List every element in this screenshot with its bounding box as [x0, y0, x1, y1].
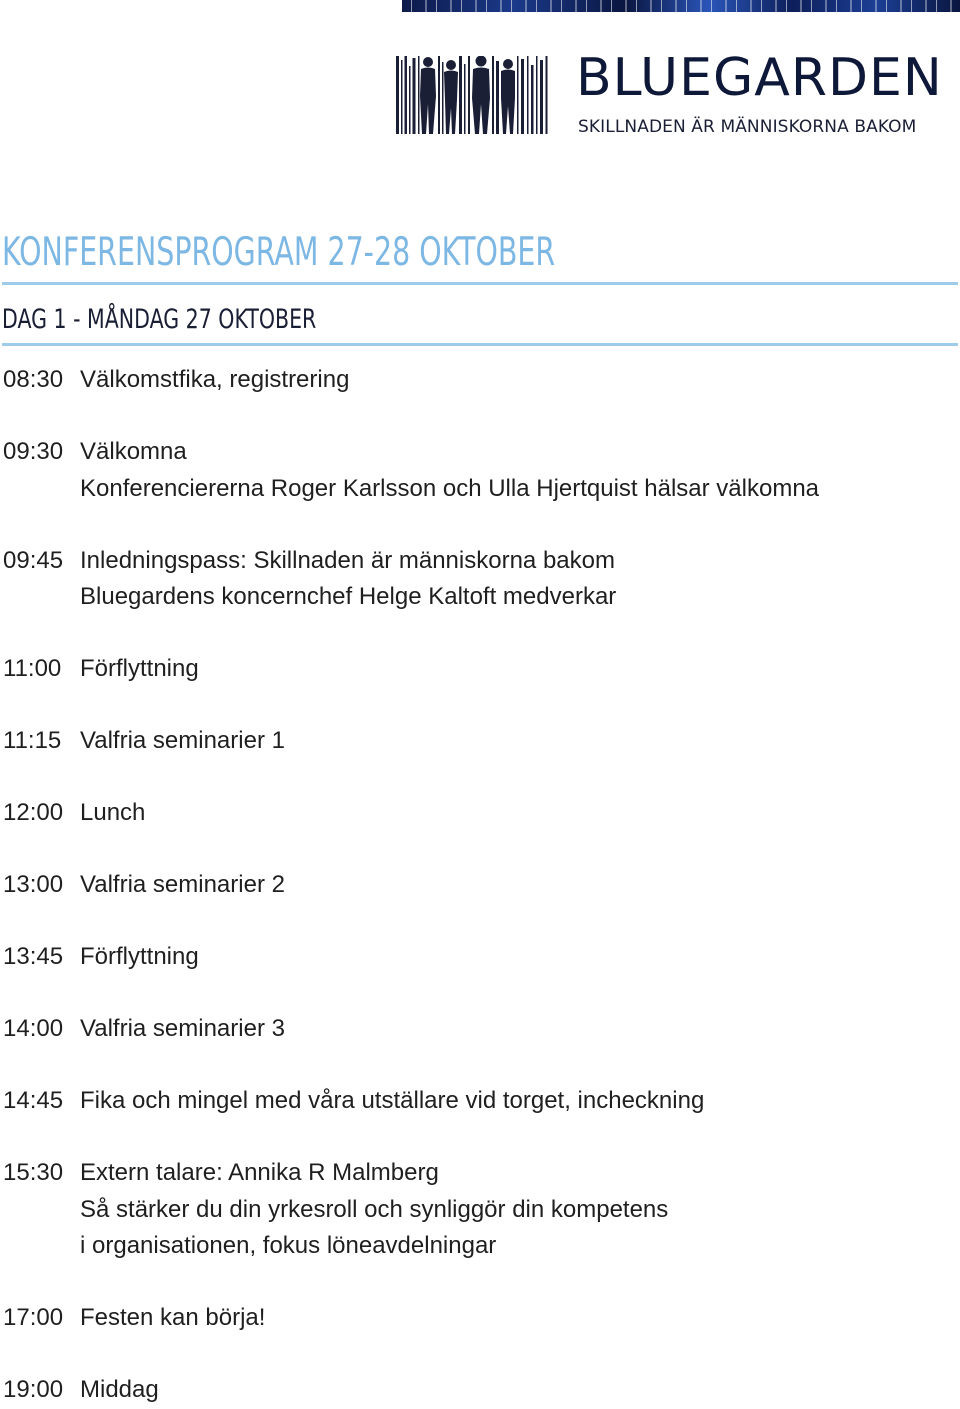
program-line: Middag: [80, 1376, 159, 1403]
program-line: i organisationen, fokus löneavdelningar: [80, 1232, 497, 1259]
program-time: 12:00: [3, 799, 64, 826]
program-line: Valfria seminarier 1: [80, 727, 285, 754]
program-line: Välkomna: [80, 438, 187, 465]
program-description: [80, 651, 199, 688]
program-line: Konferenciererna Roger Karlsson och Ulla Hjertquist hälsar välkomna: [80, 474, 820, 502]
program-line: Fika och mingel med våra utställare vid torget, incheckning: [80, 1087, 705, 1114]
top-strip-pattern: [402, 0, 960, 12]
program-time: 09:30: [3, 438, 64, 465]
program-description: [80, 543, 616, 616]
program-time: 13:45: [3, 943, 64, 970]
program-line: Extern talare: Annika R Malmberg: [80, 1159, 439, 1186]
document-title: KONFERENSPROGRAM 27-28 OKTOBER: [2, 230, 556, 275]
program-line: Välkomstfika, registrering: [80, 366, 350, 393]
program-line: Bluegardens koncernchef Helge Kaltoft medverkar: [80, 583, 617, 610]
program-time: 11:00: [3, 655, 62, 682]
program-description: [80, 1372, 159, 1409]
brand-name: BLUEGARDEN: [576, 48, 943, 108]
program-line: Inledningspass: Skillnaden är människorna bakom: [80, 546, 615, 574]
program-line: Förflyttning: [80, 655, 199, 682]
program-time: 08:30: [3, 366, 64, 393]
program-line: Förflyttning: [80, 943, 199, 970]
brand-tagline: SKILLNADEN ÄR MÄNNISKORNA BAKOM: [578, 117, 917, 137]
program-line: Valfria seminarier 3: [80, 1015, 285, 1042]
program-description: [80, 362, 349, 399]
program-description: [80, 867, 285, 904]
bluegarden-logo-icon: [396, 56, 548, 134]
program-time: 13:00: [3, 871, 64, 898]
program-time: 17:00: [3, 1304, 64, 1331]
program-description: [80, 723, 285, 760]
program-time: 14:00: [3, 1015, 64, 1042]
program-line: Så stärker du din yrkesroll och synliggör din kompetens: [80, 1195, 669, 1223]
program-description: [80, 939, 199, 976]
program-description: [80, 1083, 704, 1120]
program-time: 09:45: [3, 546, 64, 574]
program-line: Festen kan börja!: [80, 1304, 266, 1331]
decorative-top-strip: [402, 0, 960, 12]
program-description: [80, 1300, 265, 1337]
heading-divider: [2, 343, 958, 346]
program-time: 19:00: [3, 1376, 64, 1403]
program-description: [80, 1155, 668, 1265]
program-description: [80, 795, 145, 832]
day-heading: DAG 1 - MÅNDAG 27 OKTOBER: [2, 304, 317, 335]
program-line: Valfria seminarier 2: [80, 871, 285, 898]
program-time: 15:30: [3, 1159, 64, 1186]
program-time: 11:15: [3, 727, 62, 754]
title-divider: [2, 282, 958, 285]
program-description: [80, 434, 819, 507]
program-line: Lunch: [80, 799, 146, 826]
program-description: [80, 1011, 285, 1048]
program-time: 14:45: [3, 1087, 64, 1114]
